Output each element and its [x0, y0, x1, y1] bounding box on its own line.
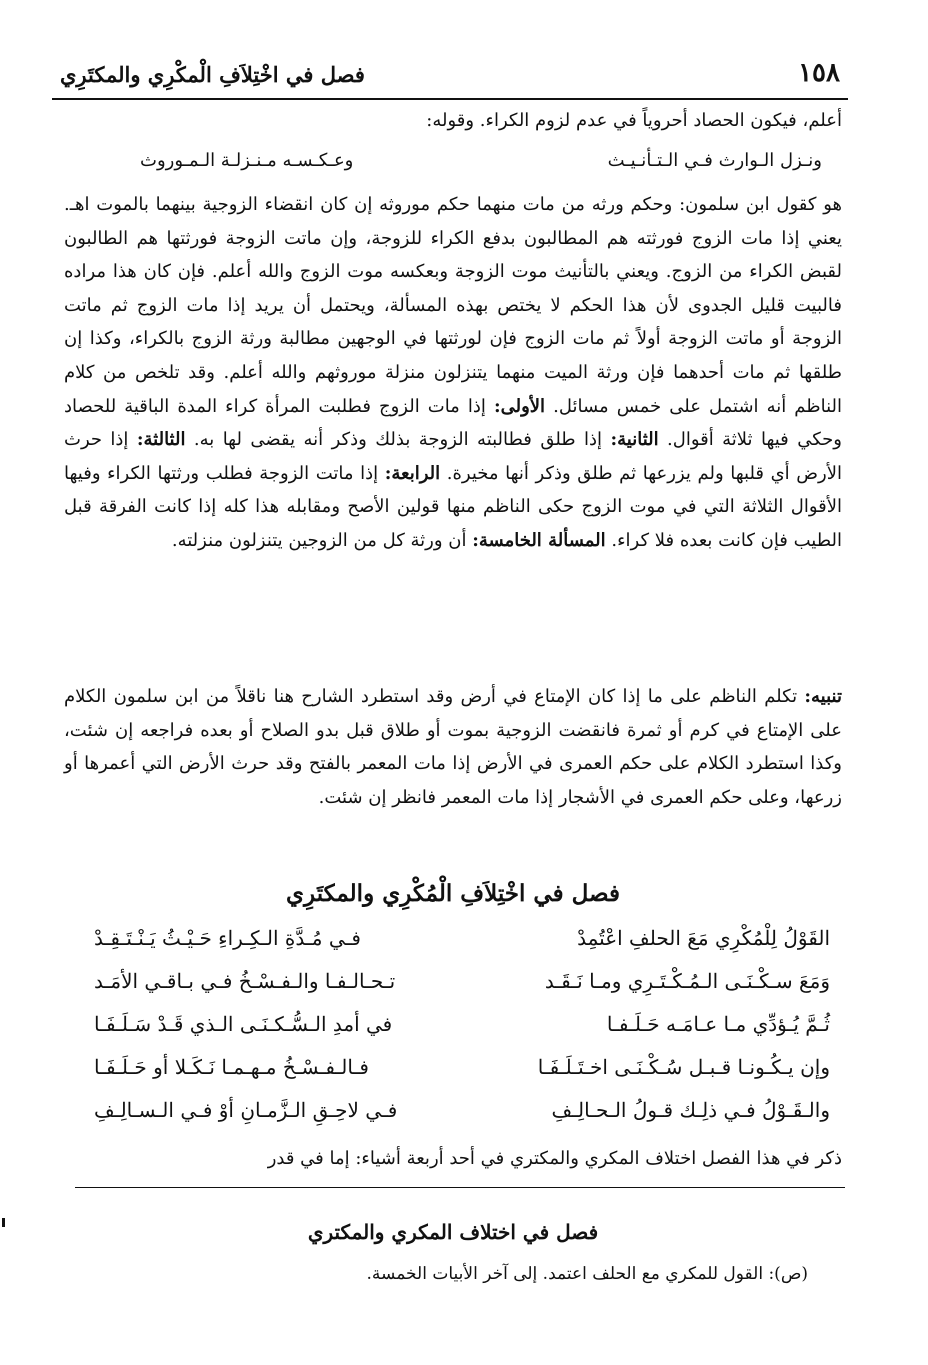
poem-hemistich-left: فـي مُـدَّةِ الـكِـراءِ حَـيْـثُ يَـنْـتَـقِـدْ [94, 926, 361, 950]
footer-section-heading: فصل في اختلاف المكري والمكتري [307, 1220, 599, 1244]
verse-hemistich-left: وعـكـسـه مـنـزلـة الـمـوروث [140, 150, 354, 171]
running-title: فصل في اخْتِلاَفِ الْمكْرِي والمكتَرِي [60, 62, 365, 87]
issue-fourth-text: إذا ماتت الزوجة فطلب ورثتها الكراء وفيها الأقوال الثلاثة التي في موت الزوج حكى الناظم منها قولين الأصح ومقابله هذا كله إذا كانت الفرقة قبل الطيب فإن كانت بعده فلا كراء. [64, 462, 842, 551]
commentary-text: هو كقول ابن سلمون: وحكم ورثه من مات منهما حكم موروثه إن كان انقضاء الزوجية بينهما بالموت اهـ. يعني إذا مات الزوج فورثته هم المطالبون بدفع الكراء للزوجة، وإن ماتت الزوجة فورثتها هم الطالبون لقبض الكراء من الزوج. ويعني بالتأنيث موت الزوجة وبعكسه موت الزوج والله أعلم. فإن كان هذا مراده فالبيت قليل الجدوى لأن هذا الحكم لا يختص بهذه المسألة، ويحتمل أن يريد إذا مات الزوج ثم ماتت الزوجة أو ماتت الزوجة أولاً ثم مات الزوج فإن لورثتها في الوجهين مطالبة ورثة الزوج بالكراء، وكذا إن طلقها ثم مات أحدهما فإن ورثة الميت منهما يتنزلون منزلة موروثهم والله أعلم. وقد تلخص من كلام الناظم أنه اشتمل على خمس مسائل. [64, 194, 842, 417]
poem-hemistich-left: فـالـفـسْـخُ مـهـمـا نَـكَـلا أو حَـلَـفَـا [94, 1055, 369, 1079]
issue-first-text: إذا مات الزوج فطلبت المرأة كراء المدة الباقية للحصاد وحكي فيها ثلاثة أقوال. [64, 395, 842, 451]
poem-hemistich-left: تـحـالـفـا والـفـسْـخُ فـي بـاقـي الأمَـد [94, 969, 396, 993]
poem-verse [64, 969, 842, 1009]
poem-hemistich-right: القَوْلُ لِلْمُكْرِي مَعَ الحلفِ اعْتُمِدْ [577, 926, 830, 950]
poem-verse [64, 1055, 842, 1095]
poem-hemistich-right: وَمَعَ سـكْـنَـى الـمُـكْـتَـرِي ومـا نَـقَـد [544, 969, 830, 993]
issue-second-label: الثانية: [610, 429, 659, 451]
issue-fourth-label: الرابعة: [384, 462, 441, 484]
poem-hemistich-right: ثُـمَّ يُـؤدِّي مـا عـامَـه حَـلَـفـا [606, 1012, 830, 1036]
tanbih-paragraph [64, 680, 842, 814]
verse-line [64, 146, 842, 180]
footnote-divider [75, 1187, 845, 1188]
page-header [52, 50, 848, 100]
commentary-paragraph [64, 188, 842, 558]
poem-hemistich-right: والـقَـوْلُ فـي ذلِـك قـولُ الـحـالِـفِ [551, 1098, 830, 1122]
poem-verse [64, 1012, 842, 1052]
section-heading: فصل في اخْتِلاَفِ الْمُكْرِي والمكتَرِي [286, 880, 620, 907]
header-rule [52, 98, 848, 100]
tanbih-label: تنبيه: [804, 686, 842, 707]
poem-verse [64, 926, 842, 966]
issue-first-label: الأولى: [493, 395, 546, 417]
intro-line: أعلم، فيكون الحصاد أحروياً في عدم لزوم الكراء. وقوله: [426, 110, 842, 131]
after-poem-line: ذكر في هذا الفصل اختلاف المكري والمكتري في أحد أربعة أشياء: إما في قدر [267, 1148, 842, 1169]
page-edge-mark [2, 1218, 5, 1227]
issue-fifth-label: المسألة الخامسة: [472, 529, 606, 551]
issue-fifth-text: أن ورثة كل من الزوجين يتنزلون منزلته. [171, 529, 467, 551]
page-number: ١٥٨ [798, 58, 840, 88]
footer-note: (ص): القول للمكري مع الحلف اعتمد. إلى آخر الأبيات الخمسة. [366, 1264, 808, 1284]
tanbih-text: تكلم الناظم على ما إذا كان الإمتاع في أرض وقد استطرد الشارح هنا ناقلاً من ابن سلمون الكلام على الإمتاع في كرم أو ثمرة فانقضت الزوجية بموت أو طلاق قبل بدو الصلاح أو بعده فراجعه إن شئت، وكذا استطرد الكلام على حكم العمرى في الأرض إذا مات المعمر بالفتح وقد حرث الأرض التي أعمرها أو زرعها، وعلى حكم العمرى في الأشجار إذا مات المعمر فانظر إن شئت. [64, 686, 842, 808]
poem-hemistich-right: وإن يـكُـونـا قـبـل سُـكْـنَـى اخـتَـلَـفَـا [537, 1055, 830, 1079]
issue-second-text: إذا طلق فطالبته الزوجة بذلك وذكر أنه يقضى لها به. [193, 429, 603, 451]
poem-hemistich-left: فـي لاحِـقِ الـزَّمـانِ أوْ فـي الـسـالِـفِ [94, 1098, 398, 1122]
issue-third-text: إذا حرث الأرض أي قلبها ولم يزرعها ثم طلق وذكر أنها مخيرة. [64, 429, 842, 484]
poem-verse [64, 1098, 842, 1138]
issue-third-label: الثالثة: [136, 429, 186, 451]
poem-hemistich-left: في أمدِ الـسُّـكـنَـى الـذي قَـدْ سَـلَـفَـا [94, 1012, 393, 1036]
verse-hemistich-right: ونـزل الـوارث فـي الـتـأنـيـث [607, 150, 822, 171]
